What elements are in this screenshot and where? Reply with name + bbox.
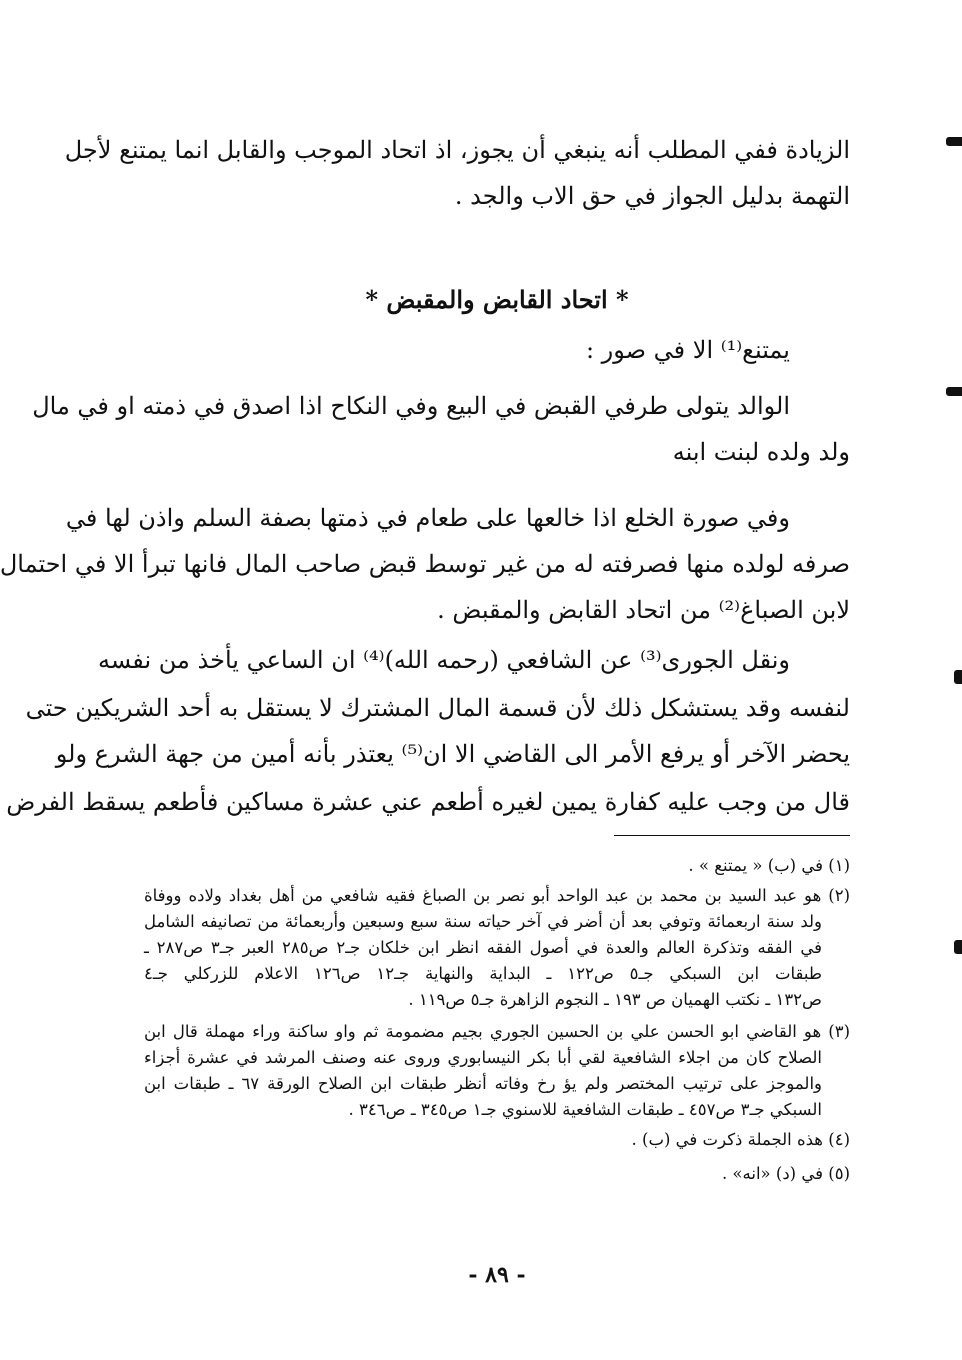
body-line: الزيادة ففي المطلب أنه ينبغي أن يجوز، اذ اتحاد الموجب والقابل انما يمتنع لأجل xyxy=(64,136,850,164)
margin-mark xyxy=(946,387,962,396)
body-line: لابن الصباغ⁽²⁾ من اتحاد القابض والمقبض . xyxy=(437,596,850,624)
footnote-line: (٢) هو عبد السيد بن محمد بن عبد الواحد أبو نصر بن الصباغ فقيه شافعي من أهل بغداد ولاده ووفاة xyxy=(144,886,850,905)
body-line: الوالد يتولى طرفي القبض في البيع وفي النكاح اذا اصدق في ذمته او في مال xyxy=(32,392,790,420)
body-line: ونقل الجورى⁽³⁾ عن الشافعي (رحمه الله)⁽⁴⁾ ان الساعي يأخذ من نفسه xyxy=(98,646,790,674)
margin-mark xyxy=(954,670,962,684)
body-line: لنفسه وقد يستشكل ذلك لأن قسمة المال المشترك لا يستقل به أحد الشريكين حتى xyxy=(25,694,850,722)
footnote-line: (٤) هذه الجملة ذكرت في (ب) . xyxy=(631,1130,850,1149)
section-heading: * اتحاد القابض والمقبض * xyxy=(365,285,629,314)
margin-mark xyxy=(954,940,962,954)
footnote-line: الصلاح كان من اجلاء الشافعية لقي أبا بكر النيسابوري وروى عنه وصنف المرشد في عشرة أجزاء xyxy=(144,1048,822,1067)
footnote-line: والموجز على ترتيب المختصر ولم يؤ رخ وفاته أنظر طبقات ابن الصلاح الورقة ٦٧ ـ طبقات ابن xyxy=(144,1074,822,1093)
body-line: يحضر الآخر أو يرفع الأمر الى القاضي الا ان⁽⁵⁾ يعتذر بأنه أمين من جهة الشرع ولو xyxy=(55,740,850,768)
body-line: قال من وجب عليه كفارة يمين لغيره أطعم عني عشرة مساكين فأطعم يسقط الفرض xyxy=(6,788,850,816)
page-number: - ٨٩ - xyxy=(468,1262,526,1288)
margin-mark xyxy=(946,137,962,146)
footnote-line: في الفقه وتذكرة العالم والعدة في أصول الفقه انظر ابن خلكان جـ٢ ص٢٨٥ العبر جـ٣ ص٢٨٧ ـ xyxy=(144,938,822,957)
footnote-line: السبكي جـ٣ ص٤٥٧ ـ طبقات الشافعية للاسنوي جـ١ ص٣٤٥ ـ ص٣٤٦ . xyxy=(348,1100,822,1119)
footnote-separator xyxy=(614,835,850,836)
body-line: ولد ولده لبنت ابنه xyxy=(672,438,850,466)
footnote-line: طبقات ابن السبكي جـ٥ ص١٢٢ ـ البداية والنهاية جـ١٢ ص١٢٦ الاعلام للزركلي جـ٤ xyxy=(144,964,822,983)
body-line: التهمة بدليل الجواز في حق الاب والجد . xyxy=(454,182,850,210)
footnote-line: (٣) هو القاضي ابو الحسن علي بن الحسين الجوري بجيم مضمومة ثم واو ساكنة وراء مهملة قال ابن xyxy=(144,1022,850,1041)
footnote-line: (١) في (ب) « يمتنع » . xyxy=(688,856,850,875)
footnote-line: ولد سنة اربعمائة وتوفي بعد أن أضر في آخر حياته سنة سبع وسبعين وأربعمائة من تصانيفه الشامل xyxy=(144,912,822,931)
footnote-line: (٥) في (د) «انه» . xyxy=(721,1164,850,1183)
body-line: وفي صورة الخلع اذا خالعها على طعام في ذمتها بصفة السلم واذن لها في xyxy=(65,504,790,532)
footnote-line: ص١٣٢ ـ نكتب الهميان ص ١٩٣ ـ النجوم الزاهرة جـ٥ ص١١٩ . xyxy=(408,990,822,1009)
body-line: صرفه لولده منها فصرفته له من غير توسط قبض صاحب المال فانها تبرأ الا في احتمال xyxy=(0,550,850,578)
body-line: يمتنع⁽¹⁾ الا في صور : xyxy=(585,336,790,364)
